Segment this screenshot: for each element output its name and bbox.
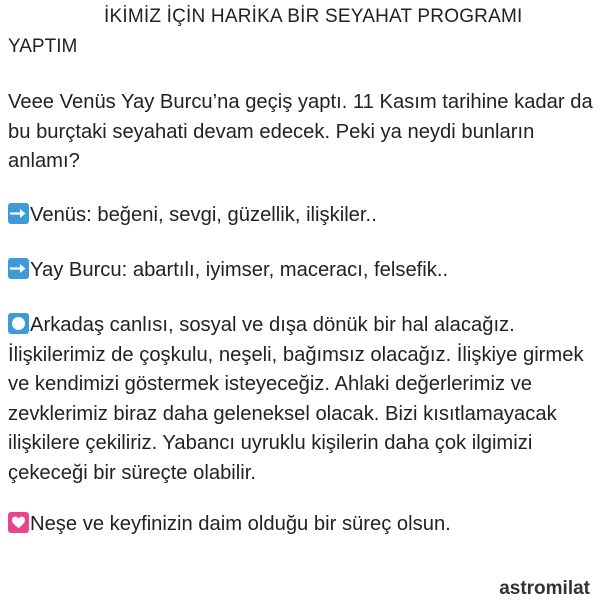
post-title-line-2: YAPTIM: [8, 36, 78, 57]
intro-paragraph: Veee Venüs Yay Burcu’na geçiş yaptı. 11 Kasım tarihine kadar da bu burçtaki seyahati devam edecek. Peki ya neydi bunların anlamı?: [8, 91, 593, 172]
right-arrow-icon: [8, 203, 29, 224]
closing-text: Neşe ve keyfinizin daim olduğu bir süreç olsun.: [30, 513, 451, 535]
details-text: Arkadaş canlısı, sosyal ve dışa dönük bir hal alacağız. İlişkilerimiz de çoşkulu, neşeli, bağımsız olacağız. İlişkiye girmek ve kendimizi göstermek isteyeceğiz. Ahlaki değerlerimiz ve zevklerimiz biraz daha geleneksel olacak. Bizi kısıtlamayacak ilişkilere çekiliriz. Yabancı uyruklu kişilerin daha çok ilgimizi çekeceği bir süreçte olabilir.: [8, 314, 584, 484]
right-arrow-icon: [8, 258, 29, 279]
details-paragraph: [8, 311, 598, 488]
post-title-line-1: İKİMİZ İÇİN HARİKA BİR SEYAHAT PROGRAMI: [104, 6, 523, 27]
sagittarius-text: Yay Burcu: abartılı, iyimser, maceracı, felsefik..: [30, 259, 449, 281]
white-circle-icon: [8, 313, 29, 334]
venus-text: Venüs: beğeni, sevgi, güzellik, ilişkiler..: [30, 204, 377, 226]
heart-icon: [8, 512, 29, 533]
author-signature: astromilat: [499, 578, 590, 599]
venus-paragraph: [8, 201, 598, 231]
sagittarius-paragraph: [8, 256, 598, 286]
closing-paragraph: [8, 510, 598, 540]
